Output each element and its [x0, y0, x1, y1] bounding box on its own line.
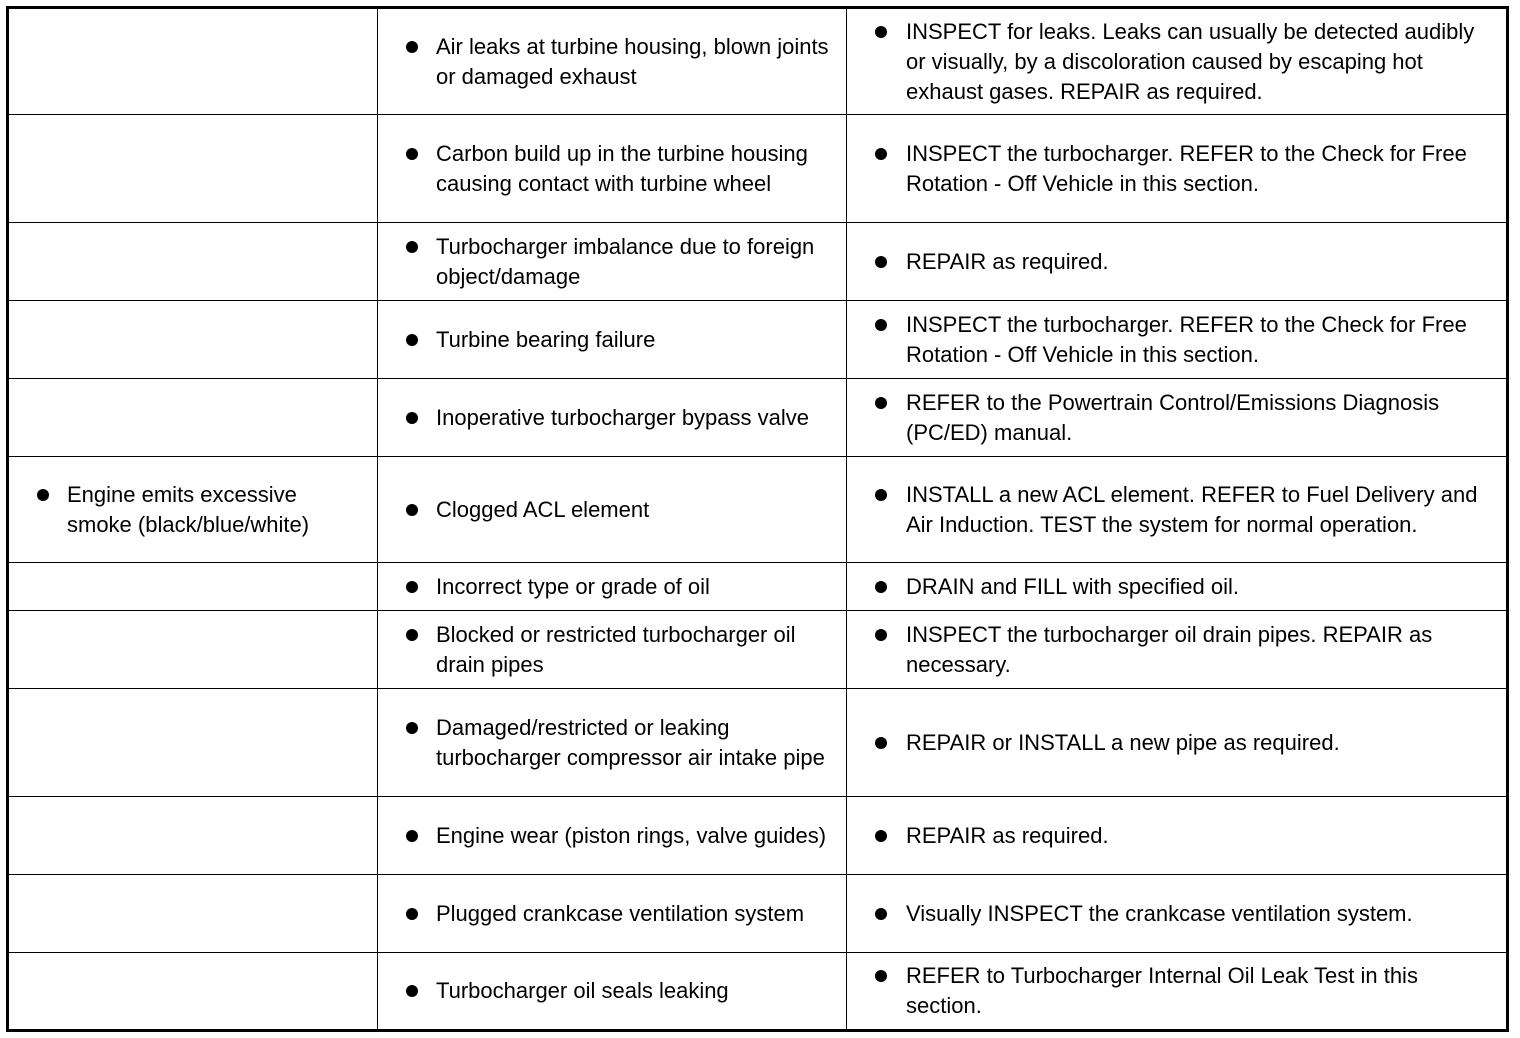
- cause-text: Turbocharger oil seals leaking: [436, 978, 729, 1003]
- condition-cell: [8, 223, 378, 301]
- bullet-icon: [406, 504, 418, 516]
- action-text: REFER to the Powertrain Control/Emissions Diagnosis (PC/ED) manual.: [906, 389, 1440, 445]
- action-text: Visually INSPECT the crankcase ventilation system.: [906, 900, 1413, 926]
- cause-text: Blocked or restricted turbocharger oil drain pipes: [436, 621, 796, 677]
- action-text: REFER to Turbocharger Internal Oil Leak Test in this section.: [906, 963, 1418, 1018]
- bullet-icon: [875, 26, 887, 38]
- bullet-icon: [875, 737, 887, 749]
- cause-cell: [378, 379, 847, 457]
- action-text: REPAIR as required.: [906, 822, 1109, 848]
- action-text: REPAIR as required.: [906, 248, 1109, 274]
- table-row: [8, 875, 1508, 953]
- bullet-icon: [875, 581, 887, 593]
- action-cell: [847, 8, 1508, 115]
- action-text: INSTALL a new ACL element. REFER to Fuel Delivery and Air Induction. TEST the system for normal operation.: [906, 481, 1478, 537]
- bullet-icon: [406, 334, 418, 346]
- action-text: INSPECT the turbocharger. REFER to the Check for Free Rotation - Off Vehicle in this section.: [906, 311, 1467, 367]
- action-cell: [847, 875, 1508, 953]
- cause-text: Incorrect type or grade of oil: [436, 573, 710, 599]
- condition-cell: [8, 611, 378, 689]
- bullet-icon: [406, 985, 418, 997]
- cause-cell: [378, 223, 847, 301]
- action-text: INSPECT the turbocharger. REFER to the Check for Free Rotation - Off Vehicle in this section.: [906, 140, 1467, 196]
- cause-text: Carbon build up in the turbine housing causing contact with turbine wheel: [436, 140, 808, 196]
- bullet-icon: [875, 489, 887, 501]
- bullet-icon: [406, 722, 418, 734]
- condition-cell: [8, 8, 378, 115]
- action-cell: [847, 379, 1508, 457]
- diagnosis-table: [6, 6, 1509, 1032]
- action-cell: [847, 115, 1508, 223]
- table-row: [8, 223, 1508, 301]
- cause-cell: [378, 611, 847, 689]
- bullet-icon: [406, 908, 418, 920]
- cause-cell: [378, 689, 847, 797]
- action-text: INSPECT for leaks. Leaks can usually be detected audibly or visually, by a discoloration caused by escaping hot exhaust gases. REPAIR as required.: [906, 18, 1475, 104]
- action-text: REPAIR or INSTALL a new pipe as required.: [906, 729, 1340, 755]
- action-cell: [847, 797, 1508, 875]
- cause-cell: [378, 457, 847, 563]
- condition-cell: [8, 115, 378, 223]
- cause-cell: [378, 953, 847, 1031]
- cause-cell: [378, 8, 847, 115]
- condition-cell: [8, 953, 378, 1031]
- bullet-icon: [406, 41, 418, 53]
- action-text: DRAIN and FILL with specified oil.: [906, 573, 1239, 599]
- cause-text: Turbine bearing failure: [436, 326, 656, 352]
- cause-text: Engine wear (piston rings, valve guides): [436, 822, 827, 848]
- bullet-icon: [406, 148, 418, 160]
- bullet-icon: [875, 319, 887, 331]
- table-row: [8, 457, 1508, 563]
- table-row: [8, 379, 1508, 457]
- condition-cell: [8, 379, 378, 457]
- table-row: [8, 953, 1508, 1031]
- condition-cell: [8, 563, 378, 611]
- condition-cell: [8, 457, 378, 563]
- condition-text: Engine emits excessive smoke (black/blue/white): [67, 481, 310, 537]
- cause-text: Plugged crankcase ventilation system: [436, 900, 805, 926]
- table-row: [8, 301, 1508, 379]
- table-row: [8, 8, 1508, 115]
- cause-cell: [378, 563, 847, 611]
- bullet-icon: [875, 830, 887, 842]
- table-row: [8, 563, 1508, 611]
- cause-cell: [378, 875, 847, 953]
- action-cell: [847, 689, 1508, 797]
- bullet-icon: [406, 629, 418, 641]
- cause-text: Air leaks at turbine housing, blown joints or damaged exhaust: [436, 33, 829, 89]
- action-cell: [847, 301, 1508, 379]
- table-row: [8, 611, 1508, 689]
- bullet-icon: [875, 397, 887, 409]
- bullet-icon: [406, 241, 418, 253]
- bullet-icon: [406, 581, 418, 593]
- cause-text: Inoperative turbocharger bypass valve: [436, 404, 809, 430]
- bullet-icon: [875, 908, 887, 920]
- bullet-icon: [37, 489, 49, 501]
- cause-cell: [378, 115, 847, 223]
- table-row: [8, 115, 1508, 223]
- action-cell: [847, 611, 1508, 689]
- bullet-icon: [875, 148, 887, 160]
- table-row: [8, 797, 1508, 875]
- cause-cell: [378, 301, 847, 379]
- condition-cell: [8, 301, 378, 379]
- table-body: [8, 8, 1508, 1031]
- bullet-icon: [875, 256, 887, 268]
- bullet-icon: [875, 629, 887, 641]
- bullet-icon: [406, 830, 418, 842]
- action-cell: [847, 457, 1508, 563]
- condition-cell: [8, 875, 378, 953]
- action-cell: [847, 223, 1508, 301]
- action-text: INSPECT the turbocharger oil drain pipes. REPAIR as necessary.: [906, 621, 1433, 677]
- cause-text: Damaged/restricted or leaking turbocharger compressor air intake pipe: [436, 714, 825, 770]
- condition-cell: [8, 797, 378, 875]
- action-cell: [847, 563, 1508, 611]
- action-cell: [847, 953, 1508, 1031]
- cause-text: Turbocharger imbalance due to foreign object/damage: [436, 233, 815, 289]
- cause-text: Clogged ACL element: [436, 496, 650, 522]
- cause-cell: [378, 797, 847, 875]
- bullet-icon: [406, 412, 418, 424]
- bullet-icon: [875, 970, 887, 982]
- condition-cell: [8, 689, 378, 797]
- table-row: [8, 689, 1508, 797]
